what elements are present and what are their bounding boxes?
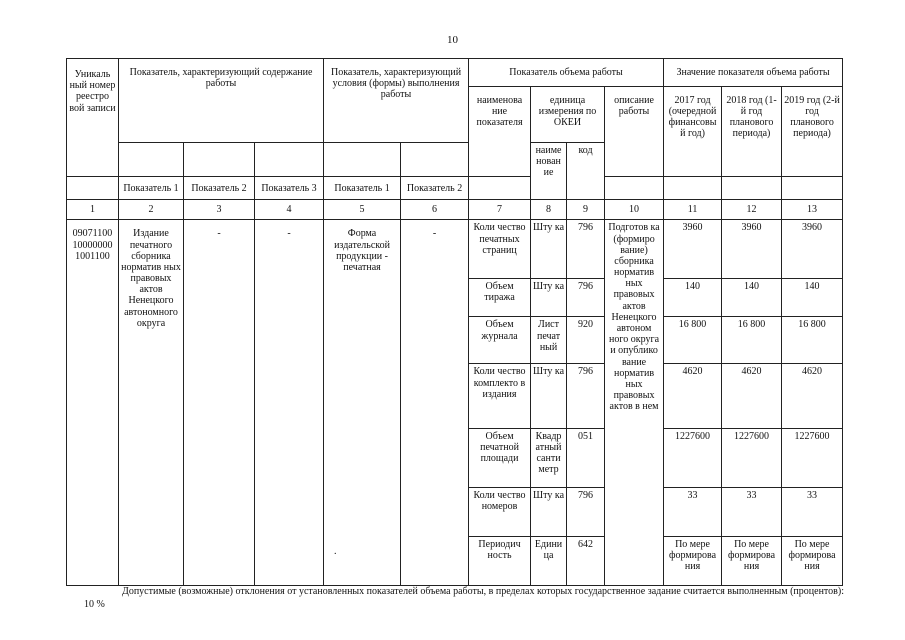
header-year-2019: 2019 год (2-й год планового периода) <box>782 86 843 177</box>
header-year-2018: 2018 год (1-й год планового периода) <box>722 86 782 177</box>
row-indicator-name: Коли чество номеров <box>469 487 531 536</box>
column-number: 13 <box>782 199 843 219</box>
header-unique-number-tail <box>67 177 119 199</box>
row-value-2017: По мере формирова ния <box>664 536 722 585</box>
row-unit-name: Лист печат ный <box>531 317 567 364</box>
row-unit-code: 642 <box>567 536 605 585</box>
header-2017-tail <box>664 177 722 199</box>
header-content-indicator: Показатель, характеризующий содержание работы <box>119 59 324 143</box>
row-unit-code: 920 <box>567 317 605 364</box>
row-indicator-name: Периодич ность <box>469 536 531 585</box>
column-number: 2 <box>119 199 184 219</box>
deviation-footnote: Допустимые (возможные) отклонения от установленных показателей объема работы, в пределах которых государственное задание считается выполненным (процентов): 10 % <box>84 586 844 610</box>
header-description-tail <box>605 177 664 199</box>
header-unit-name: наиме нован ие <box>531 142 567 199</box>
row-value-2017: 1227600 <box>664 428 722 487</box>
stray-mark: . <box>334 545 337 557</box>
record-work-description: Подготов ка (формиро вание) сборника норматив ных правовых актов Ненецкого автоном ного округа и опублико вание норматив ных правовых актов в нем <box>605 220 664 586</box>
header-2018-tail <box>722 177 782 199</box>
row-value-2018: 1227600 <box>722 428 782 487</box>
column-number: 1 <box>67 199 119 219</box>
row-value-2019: 33 <box>782 487 843 536</box>
header-volume-indicator: Показатель объема работы <box>469 59 664 87</box>
record-unique-number: 09071100 10000000 1001100 <box>67 220 119 586</box>
header-work-description: описание работы <box>605 86 664 177</box>
row-unit-code: 796 <box>567 278 605 317</box>
row-value-2019: По мере формирова ния <box>782 536 843 585</box>
row-indicator-name: Коли чество комплекто в издания <box>469 364 531 428</box>
column-number: 6 <box>401 199 469 219</box>
record-condition-p1-text: Форма издательской продукции - печатная <box>334 228 390 273</box>
row-unit-name: Шту ка <box>531 220 567 278</box>
row-value-2018: 4620 <box>722 364 782 428</box>
header-unit-code: код <box>567 142 605 199</box>
record-content-p1: Издание печатного сборника норматив ных правовых актов Ненецкого автономного округа <box>119 220 184 586</box>
row-value-2019: 16 800 <box>782 317 843 364</box>
header-2019-tail <box>782 177 843 199</box>
row-value-2018: По мере формирова ния <box>722 536 782 585</box>
row-value-2018: 16 800 <box>722 317 782 364</box>
record-condition-p1 <box>324 220 401 586</box>
header-indicator-name: наименова ние показателя <box>469 86 531 177</box>
row-value-2017: 3960 <box>664 220 722 278</box>
header-year-2017: 2017 год (очередной финансовы й год) <box>664 86 722 177</box>
header-condition-p1-placeholder <box>324 142 401 177</box>
header-volume-value: Значение показателя объема работы <box>664 59 843 87</box>
row-indicator-name: Объем журнала <box>469 317 531 364</box>
column-number: 3 <box>184 199 255 219</box>
column-number: 12 <box>722 199 782 219</box>
row-value-2018: 33 <box>722 487 782 536</box>
row-value-2019: 1227600 <box>782 428 843 487</box>
row-unit-name: Шту ка <box>531 487 567 536</box>
row-value-2017: 33 <box>664 487 722 536</box>
row-value-2017: 4620 <box>664 364 722 428</box>
row-unit-name: Едини ца <box>531 536 567 585</box>
row-unit-code: 796 <box>567 364 605 428</box>
column-number: 10 <box>605 199 664 219</box>
row-indicator-name: Объем печатной площади <box>469 428 531 487</box>
header-unit-okei: единица измерения по ОКЕИ <box>531 86 605 142</box>
state-task-volume-table <box>66 58 843 586</box>
record-content-p2: - <box>184 220 255 586</box>
header-content-p3-placeholder <box>255 142 324 177</box>
row-unit-code: 796 <box>567 487 605 536</box>
column-number: 5 <box>324 199 401 219</box>
header-content-p1: Показатель 1 <box>119 177 184 199</box>
header-condition-indicator: Показатель, характеризующий условия (формы) выполнения работы <box>324 59 469 143</box>
header-content-p2: Показатель 2 <box>184 177 255 199</box>
record-content-p3: - <box>255 220 324 586</box>
column-number: 4 <box>255 199 324 219</box>
page-number: 10 <box>447 34 458 46</box>
column-number: 11 <box>664 199 722 219</box>
column-number: 9 <box>567 199 605 219</box>
header-condition-p2-placeholder <box>401 142 469 177</box>
row-value-2019: 3960 <box>782 220 843 278</box>
row-value-2018: 3960 <box>722 220 782 278</box>
header-condition-p2: Показатель 2 <box>401 177 469 199</box>
row-value-2019: 140 <box>782 278 843 317</box>
row-indicator-name: Коли чество печатных страниц <box>469 220 531 278</box>
row-value-2017: 16 800 <box>664 317 722 364</box>
column-number: 8 <box>531 199 567 219</box>
row-indicator-name: Объем тиража <box>469 278 531 317</box>
record-condition-p2: - <box>401 220 469 586</box>
row-value-2017: 140 <box>664 278 722 317</box>
header-content-p3: Показатель 3 <box>255 177 324 199</box>
header-content-p1-placeholder <box>119 142 184 177</box>
row-unit-code: 051 <box>567 428 605 487</box>
column-number: 7 <box>469 199 531 219</box>
header-name-tail <box>469 177 531 199</box>
header-content-p2-placeholder <box>184 142 255 177</box>
row-unit-name: Квадр атный санти метр <box>531 428 567 487</box>
header-condition-p1: Показатель 1 <box>324 177 401 199</box>
header-unique-number: Уникаль ный номер реестро вой записи <box>67 59 119 177</box>
row-unit-name: Шту ка <box>531 364 567 428</box>
row-unit-name: Шту ка <box>531 278 567 317</box>
row-value-2019: 4620 <box>782 364 843 428</box>
row-value-2018: 140 <box>722 278 782 317</box>
row-unit-code: 796 <box>567 220 605 278</box>
